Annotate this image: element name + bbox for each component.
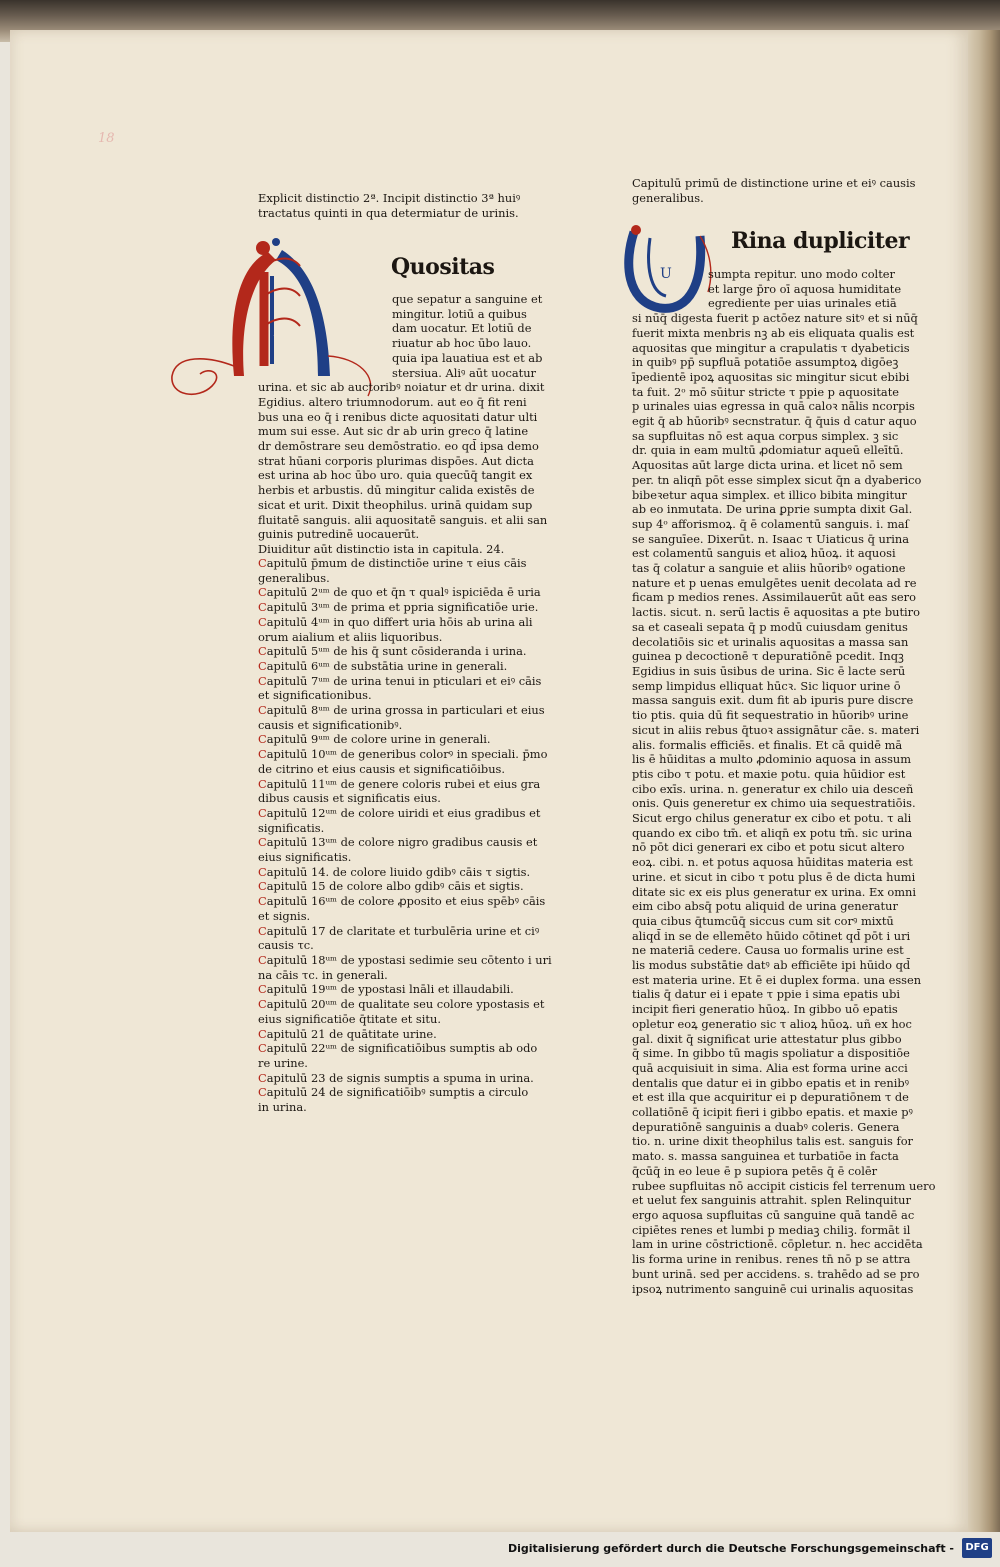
text-line: cipiētes renes et lumbi p mediaꝫ chiliꝫ. formāt il xyxy=(632,1222,911,1237)
right-heading: Rina dupliciter xyxy=(731,228,910,254)
text-line: mingitur. lotiū a quibus xyxy=(392,306,527,321)
chapter-line: dibus causis et significatis eius. xyxy=(258,791,441,806)
text-line: quando ex cibo tm̄. et aliqn̄ ex potu tm̄. sic urina xyxy=(632,825,913,840)
chapter-line: Capitulū 10ᵘᵐ de generibus colorꝰ in speciali. p̄mo xyxy=(258,747,548,762)
text-line: nō pōt dici generari ex cibo et potu sicut altero xyxy=(632,840,905,855)
text-line: eim cibo absq̄ potu aliquid de urina generatur xyxy=(632,899,898,914)
text-line: depuratiōnē sanguinis a duabꝰ coleris. Genera xyxy=(632,1119,900,1134)
chapter-line: eius significatiōe q̄titate et situ. xyxy=(258,1011,441,1026)
text-line: si nūq̄ digesta fuerit p actōez nature sitꝰ et si nūq̄ xyxy=(632,311,918,326)
text-line: quia ipa lauatiua est et ab xyxy=(392,350,543,365)
text-line: lis modus substātie datꝰ ab efficiēte ipi hūido qd̄ xyxy=(632,958,911,973)
text-line: sa et caseali sepata q̄ p modū cuiusdam genitus xyxy=(632,619,908,634)
text-line: bus una eo q̄ i renibus dicte aquositati datur ulti xyxy=(258,409,538,424)
text-line: rubee supfluitas nō accipit cisticis fel terrenum uero xyxy=(632,1178,936,1193)
chapter-line: Capitulū 17 de claritate et turbulēria urine et ciꝰ xyxy=(258,923,540,938)
text-line: urine. et sicut in cibo τ potu plus ē de dicta humi xyxy=(632,869,916,884)
text-line: dr. quia in eam multū ꝓdomiatur aqueū elleītū. xyxy=(632,443,904,458)
text-line: massa sanguis exit. dum fit ab ipuris pure discre xyxy=(632,693,914,708)
text-line: dr demōstrare seu demōstratio. eo qd̄ ipsa demo xyxy=(258,439,539,454)
text-line: ne materiā cedere. Causa uo formalis urine est xyxy=(632,943,904,958)
text-line: quā acquisiuit in sima. Alia est forma urine acci xyxy=(632,1060,908,1075)
text-line: opletur eoꝝ generatio sic τ alioꝝ hūoꝝ. uñ ex hoc xyxy=(632,1016,912,1031)
text-line: est urina ab hoc ūbo uro. quia quecūq̄ tangit ex xyxy=(258,468,533,483)
page-edge xyxy=(968,30,1000,1532)
text-line: cibo exīs. urina. n. generatur ex chilo uia desceñ xyxy=(632,781,914,796)
text-line: lactis. sicut. n. serū lactis ē aquositas a pte butiro xyxy=(632,605,920,620)
text-line: incipit fieri generatio hūoꝝ. In gibbo uō epatis xyxy=(632,1002,898,1017)
text-line: p urinales uias egressa in quā caloꝛ nālis ncorpis xyxy=(632,399,915,414)
text-line: ipsoꝝ nutrimento sanguinē cui urinalis aquositas xyxy=(632,1281,914,1296)
chapter-line: Capitulū 22ᵘᵐ de significatiōibus sumptis ab odo xyxy=(258,1041,538,1056)
chapter-line: Capitulū 5ᵘᵐ de his q̄ sunt cōsideranda i urina. xyxy=(258,644,527,659)
text-line: dentalis que datur ei in gibbo epatis et in renibꝰ xyxy=(632,1075,909,1090)
right-decorated-initial xyxy=(620,222,716,318)
rubric-line: generalibus. xyxy=(632,190,704,205)
chapter-line: Capitulū 9ᵘᵐ de colore urine in generali. xyxy=(258,732,491,747)
rubric-line: tractatus quinti in qua determiatur de urinis. xyxy=(258,205,519,220)
text-line: ta fuit. 2ᵒ mō sūitur stricte τ ppie p aquositate xyxy=(632,384,900,399)
left-chapter-list xyxy=(258,556,552,1115)
text-line: tas q̄ colatur a sanguie et aliis hūoribꝰ ogatione xyxy=(632,561,906,576)
text-line: sup 4ᵒ afforismoꝝ. q̄ ē colamentū sanguis. i. maſ xyxy=(632,516,909,531)
folio-mark: 18 xyxy=(98,131,115,146)
text-line: Sicut ergo chilus generatur ex cibo et potu. τ ali xyxy=(632,811,912,826)
chapter-line: Capitulū 18ᵘᵐ de ypostasi sedimie seu cōtento i uri xyxy=(258,952,552,967)
text-line: guinea p decoctionē τ depuratiōnē pcedit. Inqꝫ xyxy=(632,649,904,664)
dfg-logo: DFG xyxy=(962,1538,992,1558)
text-line: mum sui esse. Aut sic dr ab urin greco q̄ latine xyxy=(258,424,529,439)
chapter-line: Capitulū 8ᵘᵐ de urina grossa in particulari et eius xyxy=(258,703,545,718)
text-line: aliqd̄ in se de ellemēto hūido cōtinet qd̄ pōt i uri xyxy=(632,928,911,943)
chapter-line: Capitulū 19ᵘᵐ de ypostasi lnāli et illaudabili. xyxy=(258,982,514,997)
chapter-line: Capitulū 6ᵘᵐ de substātia urine in generali. xyxy=(258,658,508,673)
right-rubric xyxy=(632,176,916,205)
text-line: urina. et sic ab auctoribꝰ noiatur et dr urina. dixit xyxy=(258,380,545,395)
text-line: que sepatur a sanguine et xyxy=(392,292,543,306)
chapter-line: in urina. xyxy=(258,1100,307,1115)
text-line: lis forma urine in renibus. renes tn̄ nō p se attra xyxy=(632,1252,911,1267)
chapter-line: et signis. xyxy=(258,908,311,923)
text-line: ficam p medios renes. Assimilauerūt aūt eas sero xyxy=(632,590,916,605)
chapter-line: re urine. xyxy=(258,1055,308,1070)
chapter-line: de citrino et eius causis et significatiōibus. xyxy=(258,761,506,776)
text-line: bibeꝛetur aqua simplex. et illico bibita mingitur xyxy=(632,487,907,502)
text-line: Diuiditur aūt distinctio ista in capitula. 24. xyxy=(258,541,505,556)
chapter-line: causis τc. xyxy=(258,938,314,953)
chapter-line: generalibus. xyxy=(258,570,330,585)
text-line: decolatiōis sic et urinalis aquositas a massa san xyxy=(632,634,909,649)
text-line: ergo aquosa supfluitas cū sanguine quā tandē ac xyxy=(632,1208,915,1222)
text-line: stersiua. Aliꝰ aūt uocatur xyxy=(392,365,536,380)
chapter-line: Capitulū 2ᵘᵐ de quo et q̄n τ qualꝰ i̇spiciēda ē uria xyxy=(258,585,541,600)
text-line: īpedientē ipoꝝ aquositas sic mingitur sicut ebibi xyxy=(632,369,910,384)
text-line: Aquositas aūt large dicta urina. et licet nō sem xyxy=(632,458,903,473)
text-line: tio ptis. quia dū fit sequestratio in hūoribꝰ urine xyxy=(632,708,909,723)
rubric-line: Explicit distinctio 2ª. Incipit distinctio 3ª huiꝰ xyxy=(258,191,521,205)
text-line: guinis putredinē uocauerūt. xyxy=(258,527,420,542)
chapter-line: Capitulū p̄mum de distinctiōe urine τ eius cāis xyxy=(258,556,527,570)
text-line: onis. Quis generetur ex chimo uia sequestratiōis. xyxy=(632,796,916,811)
text-line: eoꝝ. cibi. n. et potus aquosa hūiditas materia est xyxy=(632,855,913,870)
text-line: bunt urinā. sed per accidens. s. trahēdo ad se pro xyxy=(632,1266,920,1281)
chapter-line: Capitulū 15 de colore albo gdibꝰ cāis et sigtis. xyxy=(258,879,524,894)
left-body xyxy=(258,292,547,557)
text-line: mato. s. massa sanguinea et turbatiōe in facta xyxy=(632,1149,899,1164)
text-line: ab eo inmutata. De urina ꝑprie sumpta dixit Gal. xyxy=(632,502,913,517)
text-line: sumpta repitur. uno modo colter xyxy=(708,267,895,281)
chapter-line: Capitulū 4ᵘᵐ in quo differt uria hōis ab urina ali xyxy=(258,614,533,629)
chapter-line: Capitulū 16ᵘᵐ de colore ꝓposito et eius spēbꝰ cāis xyxy=(258,894,546,909)
text-line: herbis et arbustis. dū mingitur calida existēs de xyxy=(258,483,535,498)
right-initial-letter: U xyxy=(660,266,672,282)
text-line: Egidius in suis ūsibus de urina. Sic ē lacte serū xyxy=(632,663,906,678)
text-line: egit q̄ ab hūoribꝰ secnstratur. q̄ q̄uis d catur aquo xyxy=(632,414,917,429)
chapter-line: causis et significationibꝰ. xyxy=(258,717,403,732)
chapter-line: Capitulū 14. de colore liuido gdibꝰ cāis τ sigtis. xyxy=(258,864,531,879)
text-line: q̄ sime. In gibbo tū magis spoliatur a dispositiōe xyxy=(632,1046,910,1061)
text-line: sicut in aliis rebus q̄tuoꝛ assignātur cāe. s. materi xyxy=(632,722,920,737)
chapter-line: orum aialium et aliis liquoribus. xyxy=(258,629,443,644)
text-line: q̄cūq̄ in eo leue ē p supiora petēs q̄ ē colēr xyxy=(632,1163,878,1178)
left-heading: Quositas xyxy=(391,254,495,280)
chapter-line: Capitulū 20ᵘᵐ de qualitate seu colore ypostasis et xyxy=(258,997,545,1012)
text-line: sicat et urit. Dixit theophilus. urinā quidam sup xyxy=(258,497,533,512)
text-line: per. tn aliqn̄ pōt esse simplex sicut q̄n a dyaberico xyxy=(632,472,922,487)
text-line: est colamentū sanguis et alioꝝ hūoꝝ. it aquosi xyxy=(632,546,896,561)
text-line: ptis cibo τ potu. et maxie potu. quia hūidior est xyxy=(632,766,906,781)
text-line: et large p̄ro oī aquosa humiditate xyxy=(708,281,902,296)
text-line: alis. formalis efficiēs. et finalis. Et cā quidē mā xyxy=(632,737,903,752)
chapter-line: Capitulū 11ᵘᵐ de genere coloris rubei et eius gra xyxy=(258,776,541,791)
text-line: lis ē hūiditas a multo ꝓdominio aquosa in assum xyxy=(632,752,912,767)
text-line: strat hūani corporis plurimas dispōes. Aut dicta xyxy=(258,453,534,468)
text-line: dam uocatur. Et lotiū de xyxy=(392,321,532,336)
text-line: nature et p uenas emulgētes uenit decolata ad re xyxy=(632,575,917,590)
text-line: quia cibus q̄tumcūq̄ siccus cum sit corꝰ mixtū xyxy=(632,913,894,928)
text-line: gal. dixit q̄ significat urie attestatur plus gibbo xyxy=(632,1031,902,1046)
chapter-line: Capitulū 13ᵘᵐ de colore nigro gradibus causis et xyxy=(258,835,538,850)
text-line: et uelut fex sanguinis attrahit. splen Relinquitur xyxy=(632,1193,911,1208)
text-line: se sanguīee. Dixerūt. n. Isaac τ Uiaticus q̄ urina xyxy=(632,531,910,546)
text-line: Egidius. altero triumnodorum. aut eo q̄ fit reni xyxy=(258,394,527,409)
text-line: ditate sic ex eis plus generatur ex urina. Ex omni xyxy=(632,884,917,899)
chapter-line: eius significatis. xyxy=(258,850,352,865)
text-line: est materia urine. Et ē ei duplex forma. una essen xyxy=(632,972,922,987)
chapter-line: na cāis τc. in generali. xyxy=(258,967,388,982)
chapter-line: Capitulū 24 de significatiōibꝰ sumptis a circulo xyxy=(258,1085,529,1100)
chapter-line: Capitulū 3ᵘᵐ de prima et ppria significatiōe urie. xyxy=(258,600,539,615)
text-line: riuatur ab hoc ūbo lauo. xyxy=(392,336,532,351)
chapter-line: Capitulū 23 de signis sumptis a spuma in urina. xyxy=(258,1070,534,1085)
text-line: egrediente per uias urinales etiā xyxy=(708,296,897,311)
footer-credit: Digitalisierung gefördert durch die Deutsche Forschungsgemeinschaft - xyxy=(507,1542,954,1555)
text-line: fuerit mixta menbris nꝫ ab eis eliquata qualis est xyxy=(632,325,915,340)
left-initial-letter: A xyxy=(274,317,289,341)
chapter-line: et significationibus. xyxy=(258,688,372,703)
text-line: in quibꝰ pp̄ supfluā potatiōe assumptoꝝ digōeꝫ xyxy=(632,355,899,370)
chapter-line: Capitulū 12ᵘᵐ de colore uiridi et eius gradibus et xyxy=(258,805,541,820)
text-line: collatiōnē q̄ icipit fieri i gibbo epatis. et maxie pꝰ xyxy=(632,1105,913,1120)
text-line: aquositas que mingitur a crapulatis τ dyabeticis xyxy=(632,340,910,355)
text-line: fluitatē sanguis. alii aquositatē sanguis. et alii san xyxy=(258,512,548,527)
chapter-line: significatis. xyxy=(258,820,325,835)
rubric-line: Capitulū primū de distinctione urine et eiꝰ causis xyxy=(632,176,916,190)
chapter-line: Capitulū 21 de quātitate urine. xyxy=(258,1026,437,1041)
footer-bar xyxy=(0,1532,1000,1567)
chapter-line: Capitulū 7ᵘᵐ de urina tenui in pticulari et eiꝰ cāis xyxy=(258,673,542,688)
text-line: tio. n. urine dixit theophilus talis est. sanguis for xyxy=(632,1134,914,1149)
left-rubric xyxy=(258,191,520,220)
right-body xyxy=(632,267,936,1296)
text-line: sa supfluitas nō est aqua corpus simplex. ꝫ sic xyxy=(632,428,899,443)
text-line: et est illa que acquiritur ei p depuratiōnem τ de xyxy=(632,1090,909,1105)
text-line: lam in urine cōstrictionē. cōpletur. n. hec accidēta xyxy=(632,1237,923,1252)
text-line: semp limpidus elliquat hūcꝛ. Sic liquor urine ō xyxy=(632,678,901,693)
text-line: tialis q̄ datur ei i epate τ ppie i sima epatis ubi xyxy=(632,987,901,1002)
